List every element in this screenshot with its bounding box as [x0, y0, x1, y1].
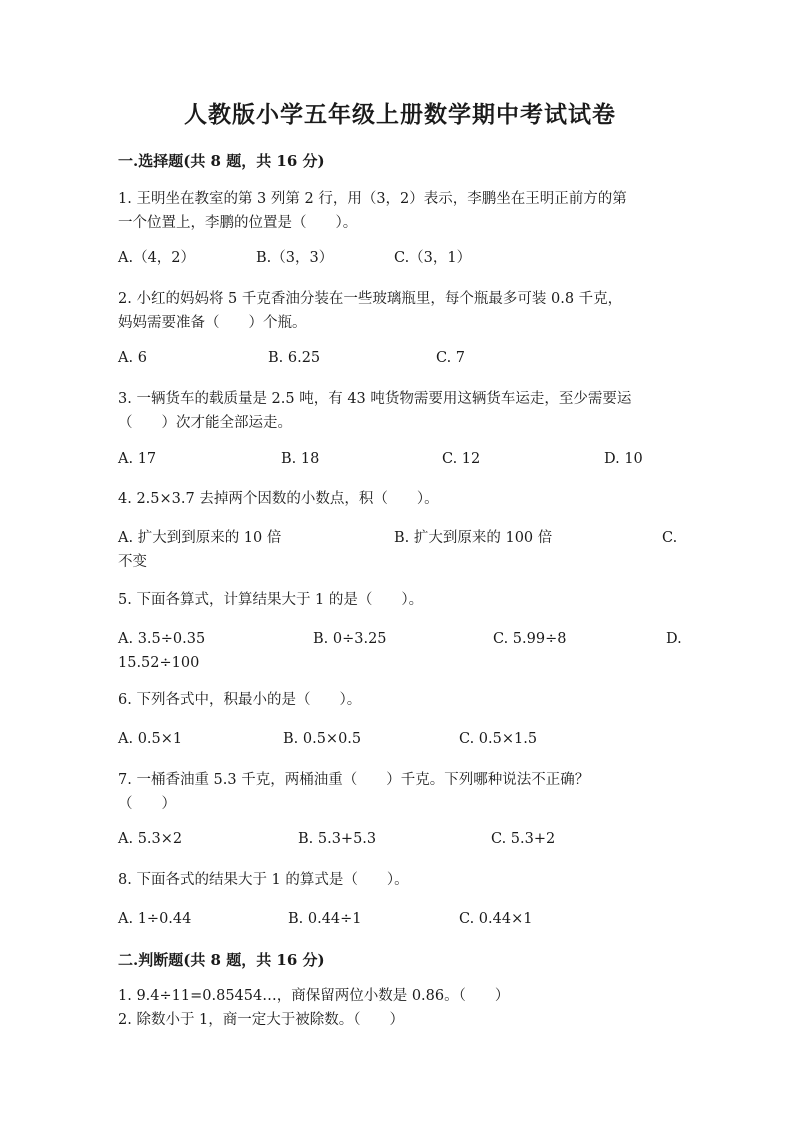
- option-c: C. 0.5×1.5: [459, 731, 538, 747]
- question-text-line: 1. 王明坐在教室的第 3 列第 2 行，用（3，2）表示，李鹏坐在王明正前方的第: [118, 191, 627, 207]
- option-c: C. 5.3+2: [491, 831, 556, 847]
- question-3: [118, 387, 684, 435]
- question-text-line: （ ）: [118, 796, 176, 812]
- option-c-continued: 不变: [118, 554, 147, 570]
- option-b: B.（3，3）: [256, 250, 334, 266]
- question-text-line: 妈妈需要准备（ ）个瓶。: [118, 315, 307, 331]
- option-a: A. 扩大到到原来的 10 倍: [118, 530, 282, 546]
- option-b: B. 0.44÷1: [288, 911, 362, 927]
- question-1: [118, 187, 684, 235]
- judgment-question-2: 2. 除数小于 1，商一定大于被除数。（ ）: [118, 1012, 405, 1028]
- option-b: B. 5.3+5.3: [298, 831, 377, 847]
- question-text-line: 2. 小红的妈妈将 5 千克香油分装在一些玻璃瓶里，每个瓶最多可装 0.8 千克，: [118, 291, 623, 307]
- question-text-line: 8. 下面各式的结果大于 1 的算式是（ ）。: [118, 872, 409, 888]
- option-c: C. 5.99÷8: [493, 631, 567, 647]
- option-c: C. 12: [442, 451, 481, 467]
- question-text-line: 7. 一桶香油重 5.3 千克，两桶油重（ ）千克。下列哪种说法不正确？: [118, 772, 590, 788]
- option-b: B. 18: [281, 451, 320, 467]
- option-d-continued: 15.52÷100: [118, 655, 200, 671]
- question-6: [118, 688, 684, 712]
- question-text-line: 5. 下面各算式，计算结果大于 1 的是（ ）。: [118, 592, 424, 608]
- option-c: C. 7: [436, 350, 466, 366]
- option-b: B. 扩大到原来的 100 倍: [394, 530, 553, 546]
- question-text-line: 4. 2.5×3.7 去掉两个因数的小数点，积（ ）。: [118, 491, 439, 507]
- option-c: C.（3，1）: [394, 250, 472, 266]
- option-a: A. 5.3×2: [118, 831, 183, 847]
- option-c: C.: [662, 530, 678, 546]
- option-a: A. 17: [118, 451, 157, 467]
- question-text-line: 3. 一辆货车的载质量是 2.5 吨，有 43 吨货物需要用这辆货车运走，至少需要运: [118, 391, 632, 407]
- option-a: A.（4，2）: [118, 250, 196, 266]
- question-text-line: （ ）次才能全部运走。: [118, 415, 292, 431]
- option-a: A. 1÷0.44: [118, 911, 192, 927]
- section-heading-judgment: 二.判断题(共 8 题，共 16 分): [118, 951, 325, 969]
- judgment-question-1: 1. 9.4÷11=0.85454…，商保留两位小数是 0.86。（ ）: [118, 988, 510, 1004]
- question-text-line: 6. 下列各式中，积最小的是（ ）。: [118, 692, 362, 708]
- option-b: B. 6.25: [268, 350, 321, 366]
- option-a: A. 0.5×1: [118, 731, 183, 747]
- question-8: [118, 868, 684, 892]
- question-text-line: 一个位置上，李鹏的位置是（ ）。: [118, 215, 358, 231]
- question-4: [118, 487, 684, 511]
- option-d: D.: [666, 631, 682, 647]
- option-b: B. 0.5×0.5: [283, 731, 362, 747]
- option-c: C. 0.44×1: [459, 911, 533, 927]
- question-7: [118, 768, 684, 816]
- option-b: B. 0÷3.25: [313, 631, 387, 647]
- option-d: D. 10: [604, 451, 643, 467]
- section-heading-choice: 一.选择题(共 8 题，共 16 分): [118, 152, 325, 170]
- page-title: 人教版小学五年级上册数学期中考试试卷: [184, 101, 616, 128]
- question-5: [118, 588, 684, 612]
- option-a: A. 6: [118, 350, 147, 366]
- option-a: A. 3.5÷0.35: [118, 631, 206, 647]
- question-2: [118, 287, 684, 335]
